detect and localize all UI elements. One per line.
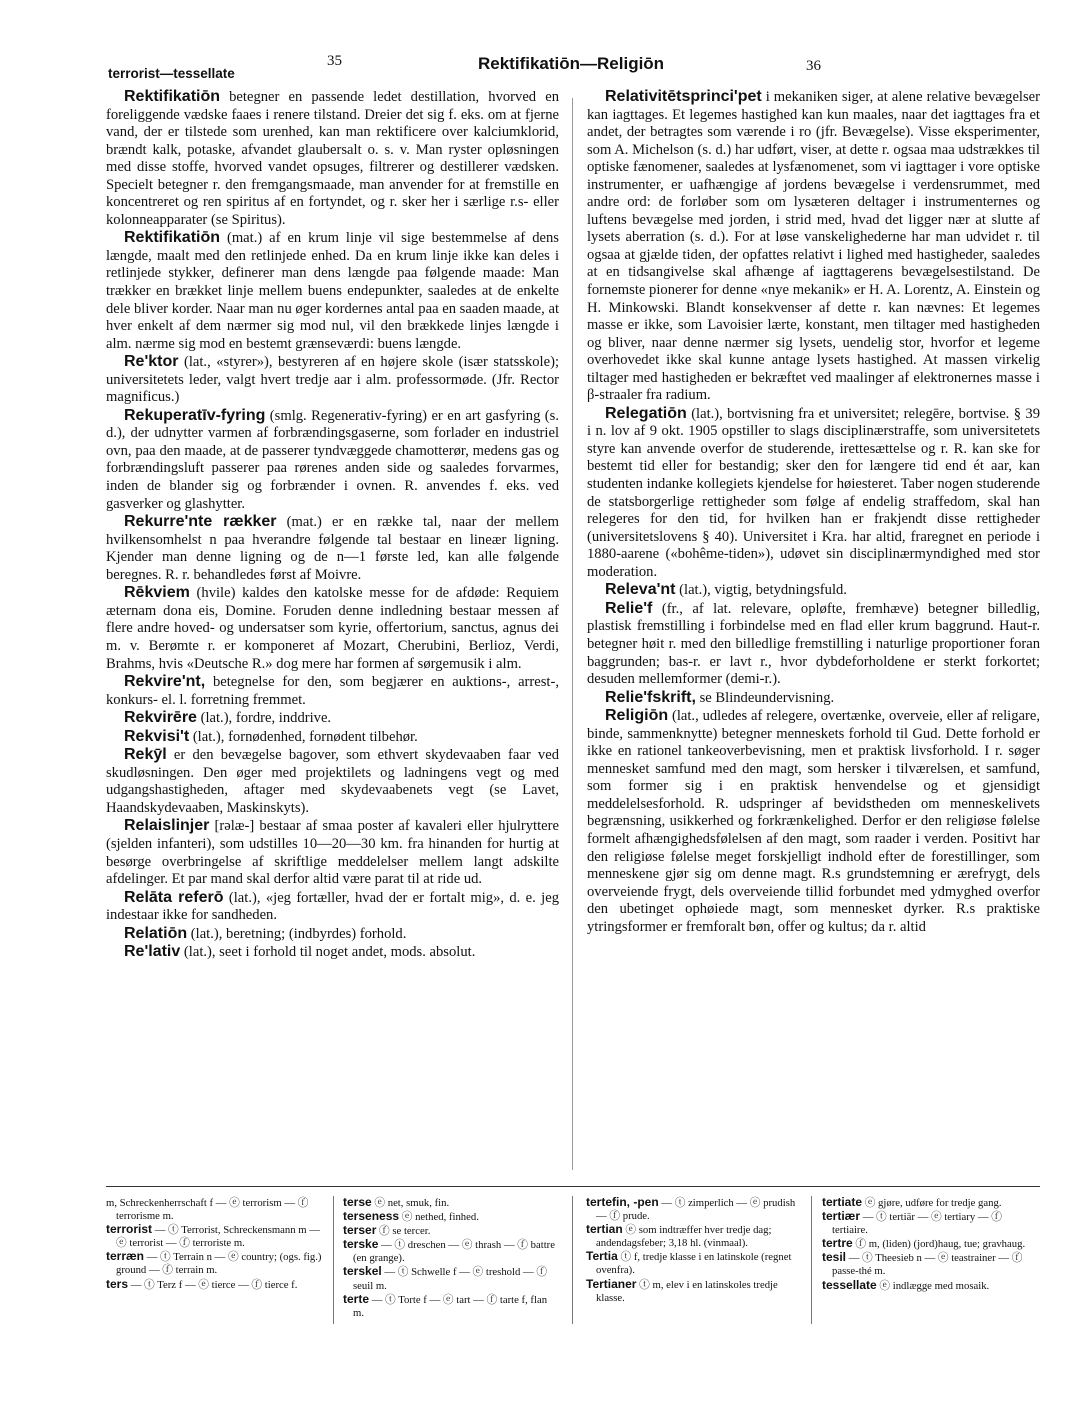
footer-headword: tessellate	[822, 1277, 877, 1292]
entry-text: (lat.), «jeg fortæller, hvad der er fortalt mig», d. e. jeg indestaar ikke for sandheden.	[106, 889, 559, 924]
left-column	[106, 88, 559, 962]
entry	[106, 817, 559, 888]
footer-text: ⓔ indlægge med mosaik.	[876, 1279, 990, 1292]
entry	[106, 709, 559, 728]
entry-text: (hvile) kaldes den katolske messe for de afdøde: Requiem æternam dona eis, Domine. Foruden denne indledning bestaar messen af flere andre hoved- og undersatser som kyrie, offertorium, sanctus, agnus dei m. v. Berømte r. er komponeret af Mozart, Cherubini, Berlioz, Verdi, Brahms, hvis «Deutsche R.» dog mere har formen af sørgemusik i alm.	[106, 585, 559, 672]
footer-entry	[343, 1224, 557, 1238]
footer-text: ⓣ f, tredje klasse i en latinskole (regnet ovenfra).	[596, 1251, 792, 1277]
footer-column-3	[586, 1196, 800, 1305]
entry	[587, 405, 1040, 581]
entry-headword: Rektifikatiōn	[124, 229, 221, 247]
entry-text: se Blindeundervisning.	[695, 689, 835, 706]
entry	[106, 728, 559, 747]
entry-headword: Rekuperatīv-fyring	[124, 406, 266, 424]
footer-entry	[343, 1210, 557, 1224]
footer-entry	[106, 1196, 324, 1223]
entry-headword: Rēkviem	[124, 584, 190, 602]
entry	[587, 689, 1040, 708]
footer-entry	[343, 1265, 557, 1292]
footer-entry	[343, 1196, 557, 1210]
footer-entry	[822, 1196, 1040, 1210]
entry-text: betegnelse for den, som begjærer en auktions-, arrest-, konkurs- el. l. forretning fremmet.	[106, 674, 559, 708]
footer-divider	[333, 1196, 334, 1324]
running-head-center: Rektifikatiōn—Religiōn	[478, 54, 665, 73]
entry-headword: Rekvirēre	[124, 709, 197, 727]
footer-entry	[822, 1279, 1040, 1293]
running-head-left: terrorist—tessellate	[108, 66, 235, 81]
entry-text: (mat.) er en række tal, naar der mellem hvilkensomhelst n paa hverandre følgende tal bestaar en lineær ligning. Kjender man denne ligning og de n—1 første led, kan alle følgende beregnes. R. r. behandledes først af Moivre.	[106, 514, 559, 583]
footer-entry	[822, 1237, 1040, 1251]
entry-headword: Relie'fskrift,	[605, 688, 696, 706]
entry-text: (lat.), fornødenhed, fornødent tilbehør.	[189, 728, 418, 745]
entry-text: (lat.), vigtig, betydningsfuld.	[675, 582, 847, 599]
footer-text: — ⓣ dreschen — ⓔ thrash — ⓕ battre (en grange).	[353, 1239, 555, 1265]
entry-headword: Relatiōn	[124, 924, 188, 942]
entry-text: (lat., «styrer»), bestyreren af en højere skole (især statsskole); universitetets leder, valgt hvert tredje aar i alm. professormøde. (Jfr. Rector magnificus.)	[106, 354, 559, 406]
footer-text: — ⓣ Theesieb n — ⓔ teastrainer — ⓕ passe-thé m.	[832, 1252, 1023, 1278]
footer-text: — ⓣ tertiär — ⓔ tertiary — ⓕ tertiaire.	[832, 1211, 1002, 1237]
entry-text: (lat.), fordre, inddrive.	[196, 710, 332, 727]
footer-entry	[586, 1223, 800, 1250]
entry-headword: Relativitētsprinci'pet	[605, 88, 762, 105]
entry-text: (lat.), seet i forhold til noget andet, mods. absolut.	[180, 944, 476, 961]
footer-headword: terske	[343, 1237, 379, 1252]
footer-divider	[811, 1196, 812, 1324]
footer-column-2	[343, 1196, 557, 1320]
footer-headword: Tertianer	[586, 1276, 637, 1291]
footer-headword: terseness	[343, 1209, 400, 1224]
footer-divider	[572, 1196, 573, 1324]
entry	[106, 353, 559, 407]
entry-headword: Re'ktor	[124, 353, 179, 371]
footer-headword: terrorist	[106, 1222, 153, 1237]
footer-text: ⓔ som indtræffer hver tredje dag; andendagsfeber; 3,18 hl. (vinmaal).	[596, 1224, 772, 1250]
entry	[106, 229, 559, 353]
entry-headword: Rekvisi't	[124, 727, 190, 745]
entry	[587, 707, 1040, 936]
footer-text: — ⓣ zimperlich — ⓔ prudish — ⓕ prude.	[596, 1197, 796, 1223]
entry-headword: Relie'f	[605, 599, 653, 617]
entry-headword: Re'lativ	[124, 943, 181, 961]
right-column	[587, 88, 1040, 936]
footer-headword: terræn	[106, 1249, 145, 1264]
entry-headword: Relegatiōn	[605, 404, 687, 422]
footer-column-1	[106, 1196, 324, 1292]
entry-headword: Rektifikatiōn	[124, 88, 221, 105]
entry-text: (lat.), beretning; (indbyrdes) forhold.	[187, 925, 407, 942]
entry-headword: Relaislinjer	[124, 817, 210, 835]
entry	[587, 600, 1040, 689]
footer-headword: terser	[343, 1223, 377, 1238]
footer-text: — ⓣ Schwelle f — ⓔ treshold — ⓕ seuil m.	[353, 1266, 548, 1292]
footer-text: ⓔ gjøre, udføre for tredje gang.	[862, 1197, 1002, 1209]
footer-headword: tesil	[822, 1250, 847, 1265]
entry	[106, 925, 559, 944]
entry-text: [rəlæ-] bestaar af smaa poster af kavaleri eller hjulryttere (sjelden infanteri), som udstilles 10—20—30 km. fra hinanden for hurtig at besørge overbringelse af skriftlige meddelelser mellem langt adskilte afdelinger. Et par mand skal derfor altid være parat til at ride ud.	[106, 818, 559, 888]
page-number-right: 36	[806, 58, 821, 74]
entry	[106, 673, 559, 709]
footer-entry	[586, 1278, 800, 1305]
footer-text: ⓔ net, smuk, fin.	[371, 1197, 450, 1209]
footer-entry	[822, 1251, 1040, 1278]
footer-headword: Tertia	[586, 1249, 618, 1264]
entry	[587, 581, 1040, 600]
entry	[106, 746, 559, 817]
footer-headword: terse	[343, 1195, 372, 1209]
entry-headword: Relāta referō	[124, 888, 224, 906]
footer-text: — ⓣ Terz f — ⓔ tierce — ⓕ tierce f.	[128, 1278, 298, 1291]
footer-rule	[106, 1186, 1040, 1187]
entry-text: (fr., af lat. relevare, opløfte, fremhæve) betegner billedlig, plastisk fremstilling i forbindelse med en flad eller krum baggrund. Haut-r. betegner høit r. med den billedlige fremstilling i naturlige proportioner foran baggrunden; bas-r. er lavt r., hvor dybdeforholdene er sterkt forkortet; desuden mellemformer (demi-r.).	[587, 600, 1040, 688]
footer-headword: ters	[106, 1276, 129, 1291]
entry	[587, 88, 1040, 405]
entry	[106, 88, 559, 229]
entry-text: i mekaniken siger, at alene relative bevægelser kan iagttages. Et legemes hastighed kan kun maales, naar det iagttages fra et andet, der betragtes som værende i ro (jfr. Bevægelse). Visse eksperimenter, som A. Michelson (s. d.) har udført, viser, at dette r. ogsaa maa udstrækkes til optiske fænomener, saaledes at lysfænomenet, som vi iagttager i vore optiske instrumenter, er uafhængige af jordens bevægelse i verdensrummet, med andre ord: de forløber som om lysæteren deltager i instrumenternes og luftens bevægelse med jorden, i strid med, hvad det ligger nær at slutte af lysets aberration (s. d.). For at løse vanskelighederne har man udvidet r. til ogsaa at gjælde tiden, der opfattes relativt i lighed med hastigheder, saaledes at en tidsangivelse skal afhænge af iagttagerens bevægelsestilstand. De fornemste pionerer for denne «nye mekanik» er H. A. Lorentz, A. Einstein og H. Minkowski. Blandt konsekvenser af dette r. kan nævnes: Et legemes masse er ikke, som Lavoisier lærte, konstant, men tiltager med hastigheden og bliver, naar denne nærmer sig lysets, uendelig stor, hvorfor et legeme overhovedet ikke skal kunne antage lysets hastighed. At massen virkelig tiltager med hastigheden er bekræftet ved maalinger af elektronernes masse i β-straaler fra radium.	[587, 89, 1040, 404]
footer-text: ⓣ m, elev i en latinskoles tredje klasse.	[596, 1278, 778, 1304]
footer-entry	[822, 1210, 1040, 1237]
entry-text: (smlg. Regenerativ-fyring) er en art gasfyring (s. d.), der udnytter varmen af forbrændingsgaserne, som forlader en industriel ovn, paa den maade, at de passerer tyndvæggede chamotterør, medens gas og forbrændingsluft passerer paa rørenes anden side og saaledes forvarmes, inden de blander sig og forbrænder i ovnen. R. anvendes f. eks. ved gasverker og glashytter.	[106, 407, 559, 512]
column-divider	[572, 98, 573, 1170]
entry-text: (lat.), bortvisning fra et universitet; relegēre, bortvise. § 39 i n. lov af 9 okt. 1905 opstiller to slags disciplinærstraffe, som universitetets styre kan anvende overfor de studerende, irettesættelse og r. R. kan ske for bestemt tid eller for bestandig; sker den for længere tid end ét aar, kan studenten indanke kollegiets kjendelse for høiesteret. Taber nogen studerende de statsborgerlige rettigheder som følge af endelig straffedom, skal han relegeres for den tid, for hvilken han er frakjendt disse rettigheder (universitetslovens § 40). Universitet i Kra. har altid, fraregnet en periode i 1880-aarene («bohême-tiden»), udøvet sin disciplinærmyndighed med stor moderation.	[587, 405, 1040, 580]
footer-headword: tertre	[822, 1236, 853, 1251]
footer-text: ⓕ m, (liden) (jord)haug, tue; gravhaug.	[852, 1238, 1026, 1251]
footer-text: — ⓣ Terrorist, Schreckensmann m — ⓔ terrorist — ⓕ terroriste m.	[116, 1224, 320, 1250]
footer-column-4	[822, 1196, 1040, 1293]
footer-text: m, Schreckenherrschaft f — ⓔ terrorism — ⓕ terrorisme m.	[106, 1197, 309, 1223]
footer-entry	[343, 1238, 557, 1265]
footer-text: — ⓣ Terrain n — ⓔ country; (ogs. fig.) ground — ⓕ terrain m.	[116, 1251, 322, 1277]
footer-entry	[586, 1196, 800, 1223]
footer-entry	[106, 1250, 324, 1277]
footer-text: — ⓣ Torte f — ⓔ tart — ⓕ tarte f, flan m.	[353, 1293, 548, 1319]
footer-headword: tertian	[586, 1222, 623, 1237]
page-number-left: 35	[327, 53, 342, 69]
footer-entry	[586, 1250, 800, 1277]
footer-entry	[106, 1223, 324, 1250]
footer-entry	[343, 1293, 557, 1320]
entry-text: er den bevægelse bagover, som ethvert skydevaaben faar ved skudløsningen. Den øger med projektilets og ladningens vegt og med udgangshastigheden, aftager med skydevaabenets vegt (se Lavet, Haandskydevaaben, Maskinskyts).	[106, 747, 559, 816]
entry-headword: Rekȳl	[124, 746, 167, 764]
entry-headword: Releva'nt	[605, 581, 676, 599]
footer-text: ⓕ se tercer.	[376, 1225, 431, 1238]
footer-text: ⓔ nethed, finhed.	[399, 1211, 479, 1224]
entry	[106, 513, 559, 584]
entry-text: betegner en passende ledet destillation, hvorved en foreliggende vædske faaes i renere tilstand. Dreier det sig f. eks. om at fjerne vand, der er tilstede som urenhed, kan man rektificere over kalciumklorid, brændt kalk, potaske, afvandet glaubersalt o. s. v. Man ryster opløsningen med disse stoffe, hvorved vandet opsuges, filtrerer og destillerer vædsken. Specielt betegner r. den fremgangsmaade, man anvender for at fremstille en koncentreret og ren spiritus af en fortyndet, og r. sker her i særlige r.s- eller kolonneapparater (se Spiritus).	[106, 89, 559, 228]
entry-headword: Rekvire'nt,	[124, 673, 206, 691]
footer-headword: terte	[343, 1291, 370, 1306]
footer-headword: tertiate	[822, 1195, 863, 1209]
entry	[106, 584, 559, 673]
entry	[106, 943, 559, 962]
entry	[106, 889, 559, 925]
entry-headword: Religiōn	[605, 707, 669, 725]
entry-headword: Rekurre'nte rækker	[124, 513, 277, 531]
entry-text: (lat., udledes af relegere, overtænke, overveie, eller af religare, binde, sammenknytte) betegner menneskets forhold til Gud. Dette forhold er ikke en rationel tankeoverbevisning, men et praktisk livsforhold. I r. søger mennesket samfund med den magt, som hersker i tilværelsen, et samfund, som former sig i en praktisk henvendelse og et gjensidigt meddelelsesforhold. R. udspringer af bevidstheden om menneskelivets begrænsning, usikkerhed og forkrænkelighed. Derfor er den religiøse følelse formelt afhængighedsfølelsen af den magt, som raader i verden. Positivt har den religiøse følelse meget forskjelligt indhold efter de forestillinger, som menneskene gjør sig om denne magt. R.s grundstemning er ærefrygt, dels overveiende frygt, dels overveiende tillid forbundet med ydmyghed overfor den ubetinget ophøiede magt, som mennesket dyrker. R.s praktiske ytringsformer er fremforalt bøn, offer og kultus; da r. altid	[587, 708, 1040, 935]
footer-entry	[106, 1278, 324, 1292]
footer-headword: tertiær	[822, 1209, 861, 1224]
entry	[106, 407, 559, 513]
footer-headword: terskel	[343, 1264, 382, 1279]
footer-headword: tertefin, -pen	[586, 1195, 659, 1209]
entry-text: (mat.) af en krum linje vil sige bestemmelse af dens længde, maalt med den retlinjede enhed. Da en krum linje ikke kan deles i retlinjede stykker, definerer man dens længde paa følgende maade: Man trækker en brækket linje mellem buens endepunkter, saaledes at de enkelte dele bliver korder. Naar man nu øger kordernes antal paa en saaden maade, at hver enkelt af dem nærmer sig mod nul, vil den brækkede linjes længde i alm. nærme sig mod en bestemt grænseværdi: buens længde.	[106, 230, 559, 352]
